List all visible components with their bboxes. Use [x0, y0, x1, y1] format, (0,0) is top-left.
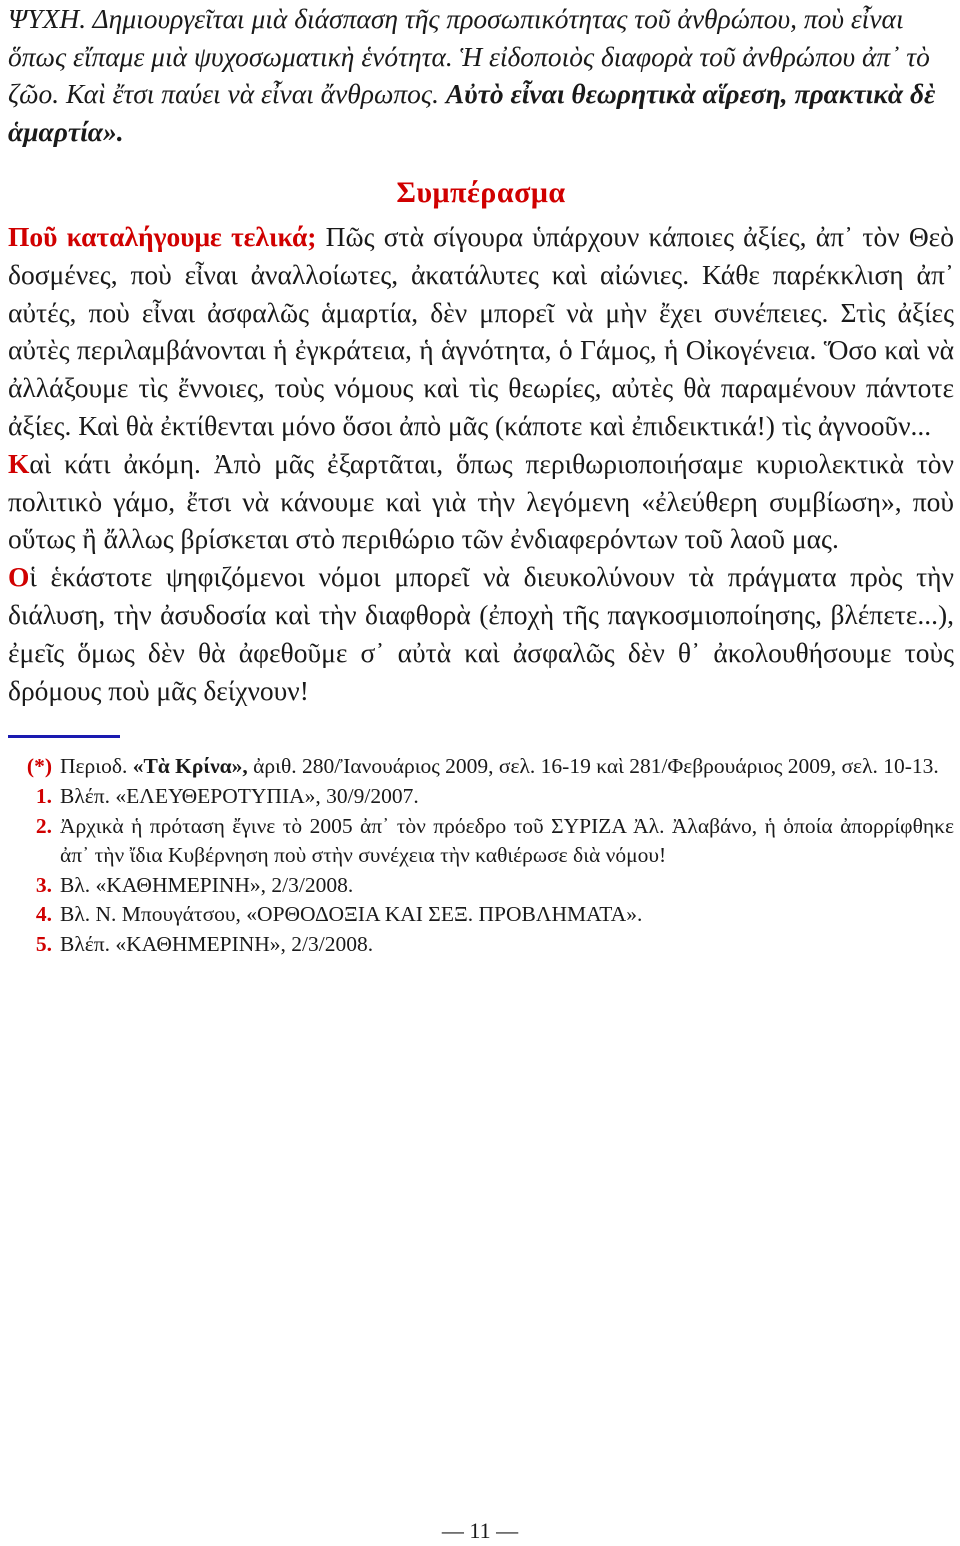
footnote-text: Βλ. «ΚΑΘΗΜΕΡΙΝΗ», 2/3/2008. — [60, 872, 354, 897]
document-page — [8, 0, 954, 960]
section-heading: Συμπέρασμα — [396, 176, 566, 209]
quote-bold-text: Αὐτὸ εἶναι θεωρητικὰ αἵρεση, πρακτικὰ δὲ ἁμαρτία». — [8, 78, 936, 147]
paragraph-text: αὶ κάτι ἀκόμη. Ἀπὸ μᾶς ἐξαρτᾶται, ὅπως περιθωριοποιήσαμε κυριολεκτικὰ τὸν πολιτικὸ γάμο, ἔτσι νὰ κάνουμε καὶ γιὰ τὴν λεγόμενη «ἐλεύθερη συμβίωση», ποὺ οὕτως ἢ ἄλλως βρίσκεται στὸ περιθώριο τῶν ἐνδιαφερόντων τοῦ λαοῦ μας. — [8, 447, 954, 555]
conclusion-paragraph-2 — [8, 445, 954, 558]
paragraph-text: ἱ ἑκάστοτε ψηφιζόμενοι νόμοι μπορεῖ νὰ διευκολύνουν τὰ πράγματα πρὸς τὴν διάλυση, τὴν ἀσυδοσία καὶ τὴν διαφθορὰ (ἐποχὴ τῆς παγκοσμιοποίησης, βλέπετε...), ἐμεῖς ὅμως δὲν θὰ ἀφεθοῦμε σ᾽ αὐτὰ καὶ ἀσφαλῶς δὲν θ᾽ ἀκολουθήσουμε τοὺς δρόμους ποὺ μᾶς δείχνουν! — [8, 561, 954, 706]
footnote-divider — [8, 735, 120, 738]
footnote-text: Βλέπ. «ΚΑΘΗΜΕΡΙΝΗ», 2/3/2008. — [60, 931, 374, 956]
footnote-text: Βλέπ. «ΕΛΕΥΘΕΡΟΤΥΠΙΑ», 30/9/2007. — [60, 783, 419, 808]
footnote-number: 1. — [35, 783, 52, 808]
paragraph-text: Πῶς στὰ σίγουρα ὑπάρχουν κάποιες ἀξίες, ἀπ᾽ τὸν Θεὸ δοσμένες, ποὺ εἶναι ἀναλλοίωτες, ἀκατάλυτες καὶ αἰώνιες. Κάθε παρέκκλιση ἀπ᾽ αὐτές, ποὺ εἶναι ἀσφαλῶς ἁμαρτία, δὲν μπορεῖ νὰ μὴν ἔχει συνέπειες. Στὶς ἀξίες αὐτὲς περιλαμβάνονται ἡ ἐγκράτεια, ἡ ἁγνότητα, ὁ Γάμος, ἡ Οἰκογένεια. Ὅσο καὶ νὰ ἀλλάξουμε τὶς ἔννοιες, τοὺς νόμους καὶ τὶς θεωρίες, αὐτὲς θὰ παραμένουν πάντοτε ἀξίες. Καὶ θὰ ἐκτίθενται μόνο ὅσοι ἀπὸ μᾶς (κάποτε καὶ ἐπιδεικτικά!) τὶς ἀγνοοῦν... — [8, 221, 954, 441]
footnote-number: 5. — [35, 931, 52, 956]
footnote-text — [60, 752, 954, 782]
footnote — [8, 812, 954, 871]
footnote — [8, 752, 954, 782]
footnote-number: 4. — [35, 902, 52, 927]
page-number: — 11 — — [441, 1518, 519, 1543]
footnote-text: Ἀρχικὰ ἡ πρόταση ἔγινε τὸ 2005 ἀπ᾽ τὸν πρόεδρο τοῦ ΣΥΡΙΖΑ Ἀλ. Ἀλαβάνο, ἡ ὁποία ἀπορρίφθηκε ἀπ᾽ τὴν ἴδια Κυβέρνηση ποὺ στὴν συνέχεια τὴν καθιέρωσε διὰ νόμου! — [60, 813, 954, 868]
footnote — [8, 900, 954, 930]
footnote-bold-title: «Τὰ Κρίνα», — [132, 754, 248, 779]
footnotes — [8, 752, 954, 959]
quote-paragraph — [8, 0, 954, 150]
drop-letter: Ο — [8, 561, 30, 593]
drop-letter: Κ — [8, 447, 30, 479]
conclusion-paragraph-1 — [8, 218, 954, 445]
footnote — [8, 871, 954, 901]
paragraph-lead: Ποῦ καταλήγουμε τελικά; — [8, 221, 317, 252]
footnote-text-part: ἀριθ. 280/Ἰανουάριος 2009, σελ. 16-19 καὶ 281/Φεβρουάριος 2009, σελ. 10-13. — [247, 754, 939, 779]
footnote-text-part: Περιοδ. — [60, 754, 133, 779]
conclusion-paragraph-3 — [8, 558, 954, 709]
footnote-text: Βλ. Ν. Μπουγάτσου, «ΟΡΘΟΔΟΞΙΑ ΚΑΙ ΣΕΞ. ΠΡΟΒΛΗΜΑΤΑ». — [60, 902, 643, 927]
footnote-number: (*) — [26, 754, 52, 779]
quote-text: ΨΥΧΗ. Δημιουργεῖται μιὰ διάσπαση τῆς προσωπικότητας τοῦ ἀνθρώπου, ποὺ εἶναι ὅπως εἴπαμε μιὰ ψυχοσωματικὴ ἑνότητα. Ἡ εἰδοποιὸς διαφορὰ τοῦ ἀνθρώπου ἀπ᾽ τὸ ζῶο. Καὶ ἔτσι παύει νὰ εἶναι ἄνθρωπος. — [8, 3, 930, 109]
footnote-number: 2. — [35, 813, 52, 838]
footnote — [8, 782, 954, 812]
footnote — [8, 930, 954, 960]
footnote-number: 3. — [35, 872, 52, 897]
